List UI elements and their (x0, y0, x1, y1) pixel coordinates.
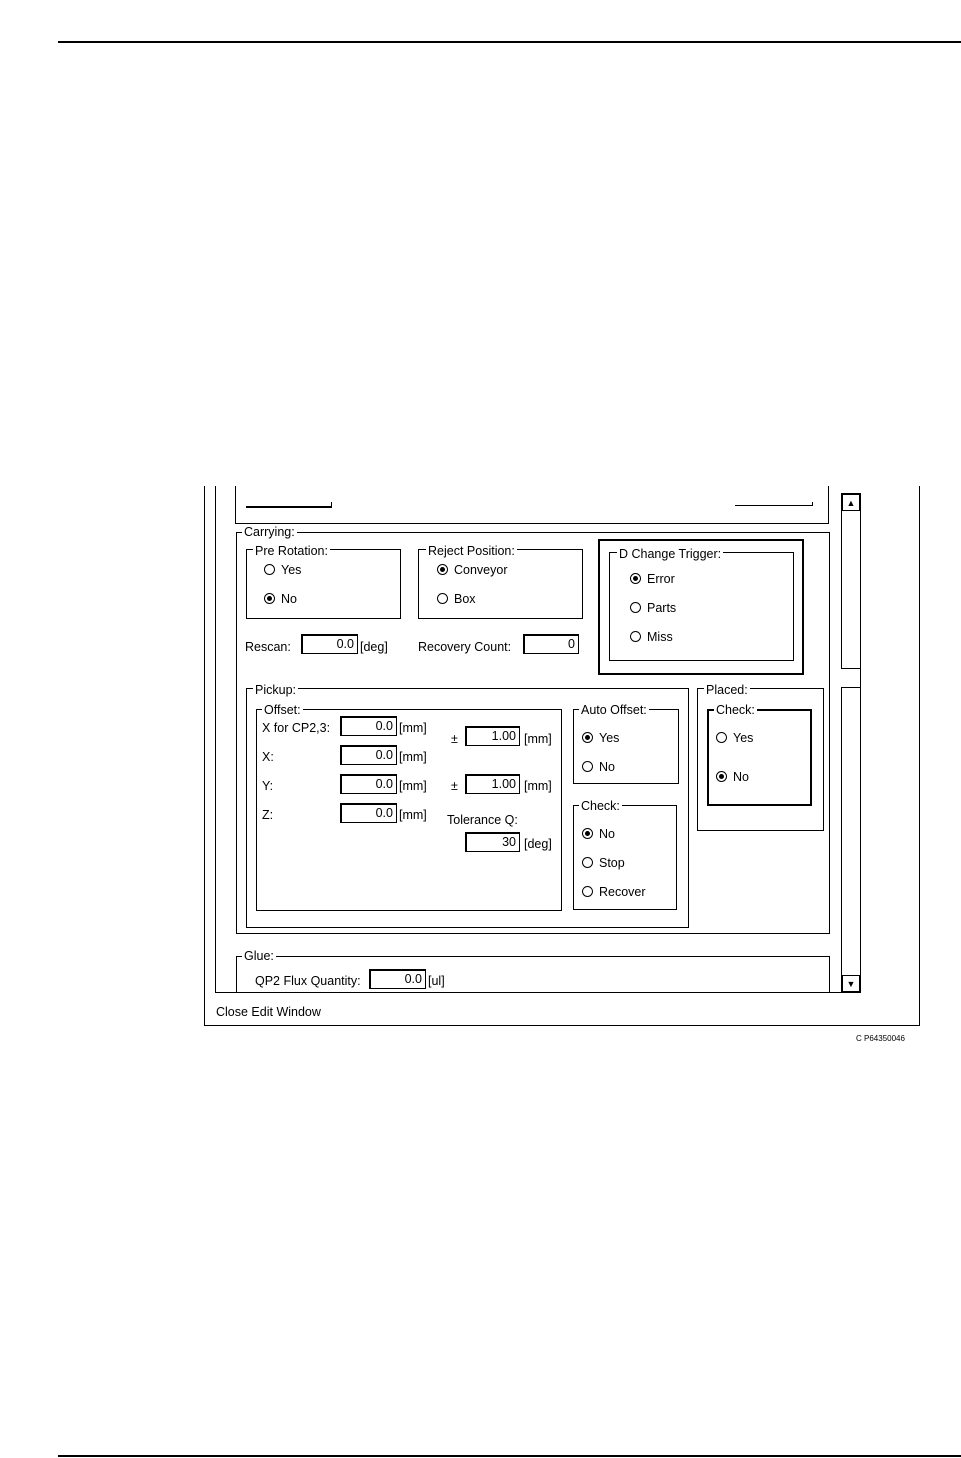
placed-check-no-radio[interactable] (716, 769, 749, 785)
pickup-check-stop-radio[interactable] (582, 855, 625, 871)
d-change-error-radio[interactable] (630, 571, 675, 587)
rescan-input[interactable]: 0.0 (301, 634, 358, 654)
pm2-input[interactable]: 1.00 (465, 774, 520, 794)
pickup-check-stop-label: Stop (599, 856, 625, 870)
pre-rotation-group (246, 549, 401, 619)
d-change-miss-label: Miss (647, 630, 673, 644)
reject-position-legend: Reject Position: (428, 544, 515, 558)
x-unit: [mm] (399, 750, 427, 764)
placed-check-group (707, 709, 812, 806)
carrying-legend: Carrying: (244, 525, 295, 539)
radio-selected-icon (437, 564, 448, 575)
placed-check-no-label: No (733, 770, 749, 784)
previous-field-right (735, 502, 813, 506)
auto-offset-legend: Auto Offset: (581, 703, 647, 717)
radio-empty-icon (716, 732, 727, 743)
y-input[interactable]: 0.0 (340, 774, 397, 794)
qp2-flux-unit: [ul] (428, 974, 445, 988)
qp2-flux-input[interactable]: 0.0 (369, 969, 426, 989)
pickup-check-recover-label: Recover (599, 885, 646, 899)
radio-empty-icon (582, 761, 593, 772)
placed-check-yes-radio[interactable] (716, 730, 753, 746)
pm2-sign: ± (451, 779, 458, 793)
radio-empty-icon (630, 631, 641, 642)
pre-rotation-no-label: No (281, 592, 297, 606)
radio-selected-icon (630, 573, 641, 584)
d-change-miss-radio[interactable] (630, 629, 673, 645)
radio-empty-icon (630, 602, 641, 613)
x-input[interactable]: 0.0 (340, 745, 397, 765)
auto-offset-no-radio[interactable] (582, 759, 615, 775)
auto-offset-no-label: No (599, 760, 615, 774)
rescan-label: Rescan: (245, 640, 291, 654)
z-unit: [mm] (399, 808, 427, 822)
reject-box-label: Box (454, 592, 476, 606)
radio-selected-icon (264, 593, 275, 604)
y-label: Y: (262, 779, 274, 793)
reject-conveyor-radio[interactable] (437, 562, 508, 578)
radio-empty-icon (264, 564, 275, 575)
x-cp-input[interactable]: 0.0 (340, 716, 397, 736)
pre-rotation-legend: Pre Rotation: (255, 544, 328, 558)
reject-position-group (418, 549, 583, 619)
pm2-unit: [mm] (524, 779, 552, 793)
arrow-down-icon: ▼ (846, 978, 856, 989)
tolerance-label: Tolerance Q: (447, 813, 518, 827)
x-cp-unit: [mm] (399, 721, 427, 735)
auto-offset-yes-label: Yes (599, 731, 620, 745)
pickup-legend: Pickup: (255, 683, 296, 697)
placed-check-yes-label: Yes (733, 731, 754, 745)
radio-selected-icon (582, 732, 593, 743)
tolerance-input[interactable]: 30 (465, 832, 520, 852)
previous-field-left (246, 502, 332, 508)
recovery-count-input[interactable]: 0 (523, 634, 579, 654)
pm1-unit: [mm] (524, 732, 552, 746)
z-label: Z: (262, 808, 274, 822)
glue-legend: Glue: (244, 949, 274, 963)
recovery-count-label: Recovery Count: (418, 640, 512, 654)
tolerance-unit: [deg] (524, 837, 552, 851)
d-change-trigger-legend: D Change Trigger: (619, 547, 722, 561)
pickup-check-no-label: No (599, 827, 615, 841)
scroll-up-button[interactable] (842, 494, 860, 511)
close-edit-window-button[interactable]: Close Edit Window (216, 1005, 321, 1019)
x-label: X: (262, 750, 274, 764)
d-change-parts-label: Parts (647, 601, 677, 615)
radio-empty-icon (582, 857, 593, 868)
auto-offset-yes-radio[interactable] (582, 730, 619, 746)
placed-legend: Placed: (706, 683, 748, 697)
placed-check-legend: Check: (716, 703, 755, 717)
pickup-check-recover-radio[interactable] (582, 884, 646, 900)
scroll-down-button[interactable] (842, 975, 860, 992)
qp2-flux-label: QP2 Flux Quantity: (255, 974, 361, 988)
pre-rotation-yes-label: Yes (281, 563, 302, 577)
radio-empty-icon (437, 593, 448, 604)
top-rule (58, 41, 961, 43)
pickup-check-legend: Check: (581, 799, 620, 813)
radio-selected-icon (582, 828, 593, 839)
radio-selected-icon (716, 771, 727, 782)
offset-legend: Offset: (264, 703, 301, 717)
reject-box-radio[interactable] (437, 591, 476, 607)
pre-rotation-no-radio[interactable] (264, 591, 297, 607)
vertical-scrollbar[interactable] (841, 493, 861, 993)
figure-id: C P64350046 (856, 1034, 905, 1043)
d-change-parts-radio[interactable] (630, 600, 676, 616)
pre-rotation-yes-radio[interactable] (264, 562, 301, 578)
rescan-unit: [deg] (360, 640, 388, 654)
arrow-up-icon: ▲ (846, 497, 856, 508)
x-cp-label: X for CP2,3: (262, 721, 331, 735)
pm1-sign: ± (451, 732, 458, 746)
radio-empty-icon (582, 886, 593, 897)
bottom-rule (58, 1455, 961, 1457)
d-change-error-label: Error (647, 572, 675, 586)
y-unit: [mm] (399, 779, 427, 793)
scroll-thumb[interactable] (841, 668, 861, 688)
reject-conveyor-label: Conveyor (454, 563, 508, 577)
z-input[interactable]: 0.0 (340, 803, 397, 823)
pickup-check-no-radio[interactable] (582, 826, 615, 842)
pm1-input[interactable]: 1.00 (465, 726, 520, 746)
